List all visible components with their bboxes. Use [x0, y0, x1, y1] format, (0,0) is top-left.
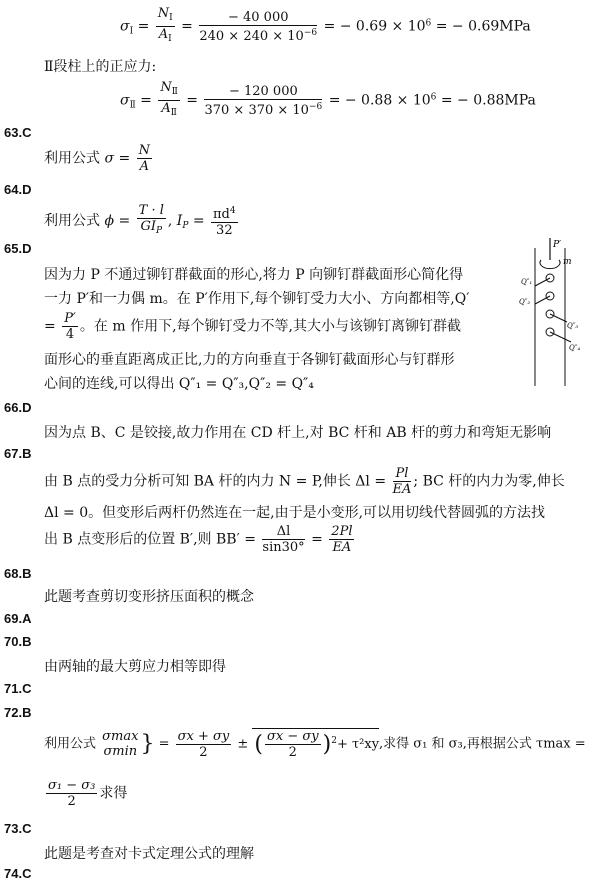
answer-67-line3: 出 B 点变形后的位置 B′,则 BB′ = $\frac{\Delta l}{\sin 30^\circ}$ = $\frac{2Pl}{EA}$	[44, 524, 353, 555]
answer-67-line1: 由 B 点的受力分析可知 BA 杆的内力 N = P,伸长 Δl = $\frac{Pl}{EA}$ ; BC 杆的内力为零,伸长	[44, 466, 565, 497]
answer-63-text: 利用公式 σ = $\frac{N}{A}$	[44, 143, 151, 174]
sigma1-equation: $\sigma_Ⅰ$ = $\frac{N_Ⅰ}{A_Ⅰ}$ = $\frac{- 40 000}{240 \times 240 \times 10^{-6}}$ = − $0.69 \times 10^6$ = − 0.69MPa	[120, 6, 531, 44]
answer-67: 67.B	[4, 446, 32, 461]
answer-64-text: 利用公式 ϕ = $\frac{T \cdot l}{GI_P}$ , $I_P$ = $\frac{\pi d^4}{32}$	[44, 203, 236, 238]
answer-72: 72.B	[4, 705, 32, 720]
answer-65-line4: 面形心的垂直距离成正比,力的方向垂直于各铆钉截面形心与钉群形	[44, 352, 455, 368]
label-m: m	[563, 257, 572, 267]
answer-69: 69.A	[4, 611, 32, 626]
answer-65-line5: 心间的连线,可以得出 Q″₁ = Q″₃,Q″₂ = Q″₄	[44, 376, 314, 392]
answer-70: 70.B	[4, 634, 32, 649]
sigma2-equation: $\sigma_Ⅱ$ = $\frac{N_Ⅱ}{A_Ⅱ}$ = $\frac{- 120 000}{370 \times 370 \times 10^{-6}}$ = − $0.88 \times 10^6$ = − 0.88MPa	[120, 80, 536, 118]
answer-65-line3: = $\frac{P'}{4}$ 。在 m 作用下,每个铆钉受力不等,其大小与该铆钉离铆钉群截	[44, 311, 461, 342]
label-q1: Q″₁	[521, 278, 533, 286]
answer-65-line1: 因为力 P 不通过铆钉群截面的形心,将力 P 向铆钉群截面形心简化得	[44, 267, 464, 283]
answer-71: 71.C	[4, 681, 32, 696]
answer-65: 65.D	[4, 241, 32, 256]
couple-m-arc	[540, 260, 560, 269]
answer-72-formula: 利用公式 σmax σmin } = $\frac{\sigma x + \sigma y}{2}$ ± ( $\frac{\sigma x - \sigma y}{2}$ )$^2$+ τ²xy,求得 σ₁ 和 σ₃,再根据公式 τmax =	[44, 728, 586, 760]
force-q1	[535, 278, 550, 286]
segment2-title: Ⅱ段柱上的正应力:	[44, 59, 157, 75]
answer-65-line2: 一力 P′和一力偶 m。在 P′作用下,每个铆钉受力大小、方向都相等,Q′	[44, 291, 470, 307]
rivet-group-figure	[505, 238, 595, 388]
force-q4	[550, 332, 571, 342]
answer-63: 63.C	[4, 125, 32, 140]
answer-70-text: 由两轴的最大剪应力相等即得	[44, 659, 226, 675]
answer-67-line2: Δl = 0。但变形后两杆仍然连在一起,由于是小变形,可以用切线代替圆弧的方法找	[44, 505, 546, 521]
answer-66-text: 因为点 B、C 是铰接,故力作用在 CD 杆上,对 BC 杆和 AB 杆的剪力和弯矩无影响	[44, 425, 552, 441]
answer-68-text: 此题考查剪切变形挤压面积的概念	[44, 589, 254, 605]
force-q3	[550, 314, 567, 322]
force-q2	[535, 296, 550, 304]
label-p: P′	[553, 240, 562, 250]
answer-73: 73.C	[4, 821, 32, 836]
answer-74: 74.C	[4, 866, 32, 881]
answer-64: 64.D	[4, 182, 32, 197]
label-q2: Q″₂	[519, 298, 531, 306]
label-q4: Q″₄	[569, 344, 581, 352]
answer-72-line2: $\frac{\text{σ₁ − σ₃}}{2}$ 求得	[48, 778, 128, 809]
answer-66: 66.D	[4, 400, 32, 415]
answer-68: 68.B	[4, 566, 32, 581]
answer-73-text: 此题是考查对卡式定理公式的理解	[44, 846, 254, 862]
label-q3: Q″₃	[567, 322, 579, 330]
